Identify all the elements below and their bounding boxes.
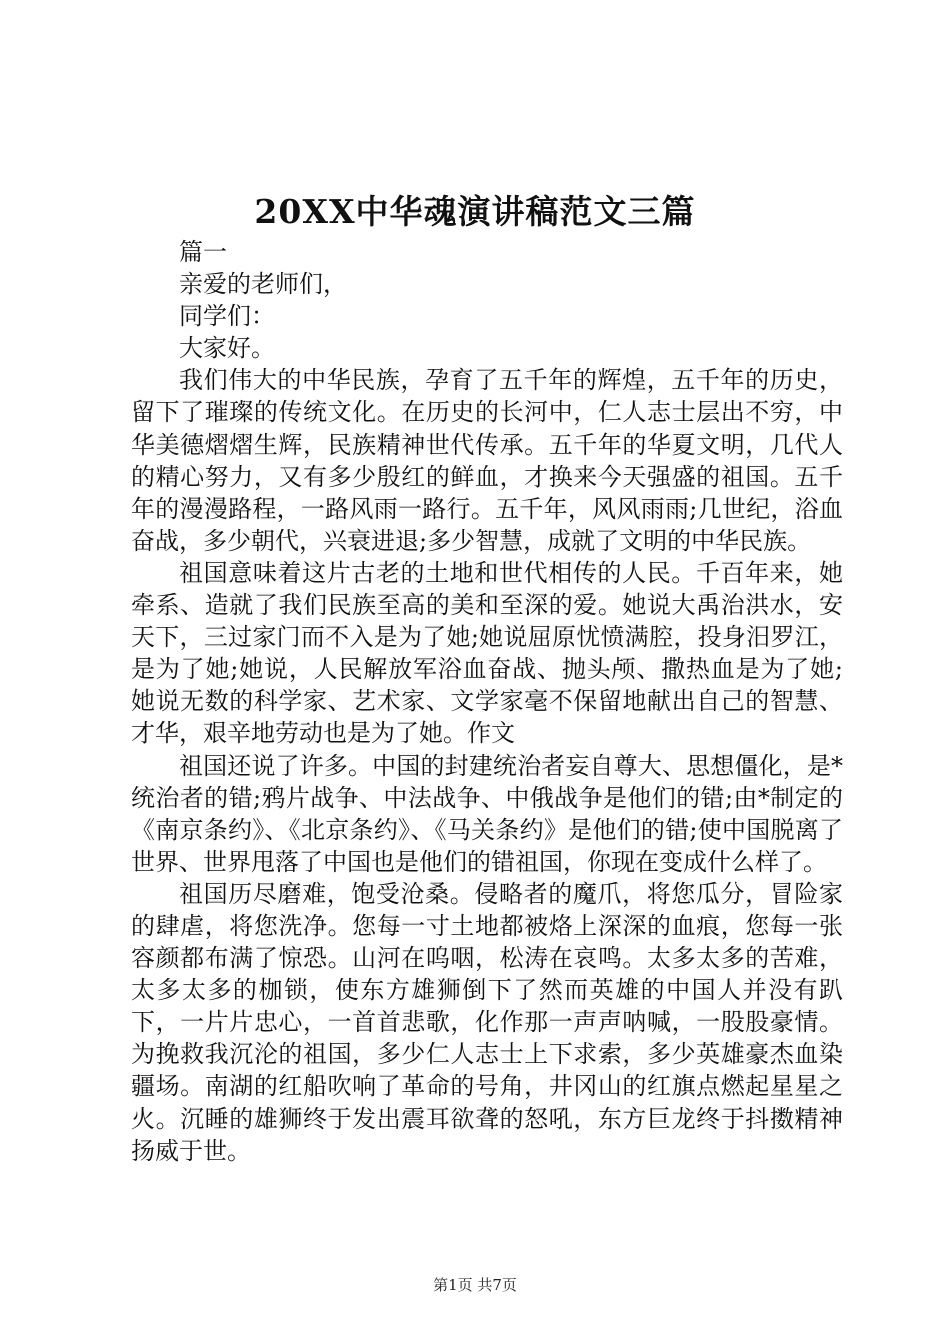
salutation-line: 同学们： [179,302,275,331]
document-body [131,236,843,1167]
page-number-footer: 第1页 共7页 [433,1276,517,1294]
body-paragraph: 祖国还说了许多。中国的封建统治者妄自尊大、思想僵化，是*统治者的错;鸦片战争、中法战争、中俄战争是他们的错;由*制定的《南京条约》、《北京条约》、《马关条约》是他们的错;使中国脱离了世界、世界甩落了中国也是他们的错祖国，你现在变成什么样了。 [131,751,843,876]
section-heading: 篇一 [179,238,227,266]
greeting-line: 大家好。 [179,334,275,363]
body-paragraph: 祖国意味着这片古老的土地和世代相传的人民。千百年来，她牵系、造就了我们民族至高的美和至深的爱。她说大禹治洪水，安天下，三过家门而不入是为了她;她说屈原忧愤满腔，投身汨罗江，是为了她;她说，人民解放军浴血奋战、抛头颅、撒热血是为了她;她说无数的科学家、艺术家、文学家毫不保留地献出自己的智慧、才华，艰辛地劳动也是为了她。作文 [131,558,843,748]
salutation-line: 亲爱的老师们， [179,270,347,299]
body-paragraph: 祖国历尽磨难，饱受沧桑。侵略者的魔爪，将您瓜分，冒险家的肆虐，将您洗净。您每一寸土地都被烙上深深的血痕，您每一张容颜都布满了惊恐。山河在呜咽，松涛在哀鸣。太多太多的苦难，太多太多的枷锁，使东方雄狮倒下了然而英雄的中国人并没有趴下，一片片忠心，一首首悲歌，化作那一声声呐喊，一股股豪情。为挽救我沉沦的祖国，多少仁人志士上下求索，多少英雄豪杰血染疆场。南湖的红船吹响了革命的号角，井冈山的红旗点燃起星星之火。沉睡的雄狮终于发出震耳欲聋的怒吼，东方巨龙终于抖擞精神扬威于世。 [131,879,843,1165]
document-title: 20XX中华魂演讲稿范文三篇 [254,192,696,231]
body-paragraph: 我们伟大的中华民族，孕育了五千年的辉煌，五千年的历史，留下了璀璨的传统文化。在历史的长河中，仁人志士层出不穷，中华美德熠熠生辉，民族精神世代传承。五千年的华夏文明，几代人的精心努力，又有多少殷红的鲜血，才换来今天强盛的祖国。五千年的漫漫路程，一路风雨一路行。五千年，风风雨雨;几世纪，浴血奋战，多少朝代，兴衰进退;多少智慧，成就了文明的中华民族。 [131,366,843,555]
